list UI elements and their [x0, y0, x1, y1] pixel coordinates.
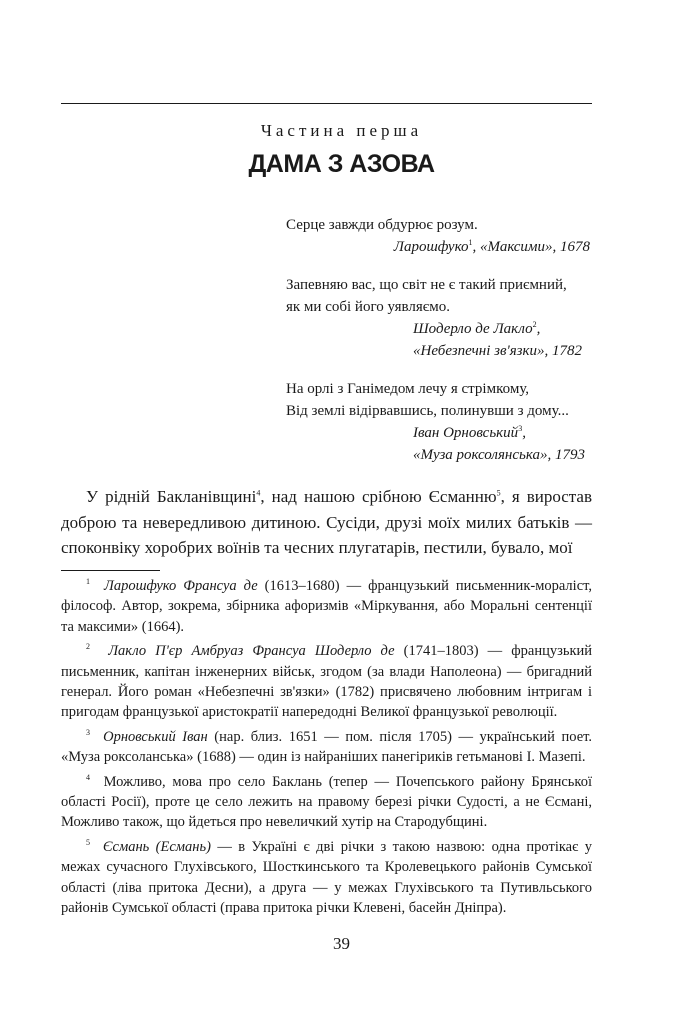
epigraph-author: Шодерло де Лакло — [413, 321, 533, 337]
footnote-ref[interactable]: 1 — [468, 238, 473, 247]
epigraph-line: Від землі відірвавшись, полинувши з дому... — [286, 403, 569, 419]
epigraph-source: «Небезпечні зв'язки», 1782 — [413, 343, 583, 359]
epigraph-source: «Муза роксолянська», 1793 — [413, 447, 585, 463]
page-number: 39 — [333, 934, 350, 953]
epigraph-line: На орлі з Ганімедом лечу я стрімкому, — [286, 381, 530, 397]
footnote-ref[interactable]: 3 — [518, 424, 523, 433]
footnote-2 — [61, 641, 592, 723]
epigraph-3 — [286, 378, 590, 466]
footnote-rule — [61, 570, 160, 571]
text-run: У рідній Бакланівщині — [86, 487, 257, 506]
footnote-number: 1 — [86, 577, 90, 587]
epigraph-line: Серце завжди обдурює розум. — [286, 217, 478, 233]
body-text — [61, 484, 592, 561]
footnote-1 — [61, 576, 592, 637]
epigraph-attribution — [286, 236, 590, 258]
epigraph-source: , «Максими», 1678 — [472, 239, 590, 255]
footnote-text: — в Україні є дві річки з такою назвою: одна протікає у межах сучасного Глухівського, Шосткинського та Кролевецького районів Сумської області (ліва притока Десни), а друга — у межах Глухівського та Путивльського районів Сумської області (права притока річки Клевені, басейн Дніпра). — [61, 838, 592, 917]
footnote-name: Єсмань (Есмань) — [102, 838, 211, 855]
footnote-number: 3 — [86, 728, 90, 738]
chapter-title: ДАМА З АЗОВА — [248, 150, 435, 178]
footnotes — [61, 576, 592, 923]
epigraph-1 — [286, 214, 590, 258]
epigraph-2 — [286, 274, 590, 362]
footnote-text: Можливо, мова про село Баклань (тепер — Почепського району Брянської області Росії), проте це село лежить на правому березі річки Судості, а не Єсмані, Можливо також, що йдеться про невеличкий хутір на Стародубщині. — [61, 773, 593, 831]
footnote-text: (1741–1803) — французький письменник, капітан інженерних військ, згодом (за влади Наполеона) — бригадний генерал. Його роман «Небезпечні зв'язки» (1782) присвячено любовним інтригам і пригодам французької аристократії напередодні Великої французької революції. — [61, 643, 593, 721]
epigraph-attribution: Шодерло де Лакло$^2$, — [413, 320, 541, 337]
text-run: , я виростав доброю та невередливою дитиною. Сусіди, друзі моїх милих батьків — споконвіку хоробрих воїнів та чесних плугатарів, пестили, бувало, мої — [61, 487, 593, 557]
footnote-number: 4 — [86, 772, 90, 782]
footnote-3 — [61, 727, 592, 768]
footnote-ref[interactable]: 4 — [256, 488, 261, 498]
footnote-text: (нар. близ. 1651 — пом. після 1705) — український поет. «Муза роксоланська» (1688) — один із найраніших панегіриків гетьманові І. Мазепі. — [61, 728, 592, 766]
footnote-name: Орновський Іван — [103, 728, 208, 745]
footnote-ref[interactable]: 5 — [496, 488, 501, 498]
epigraph-author: Іван Орновський — [413, 425, 519, 441]
part-heading: Частина перша — [260, 121, 423, 140]
epigraph-attribution: Іван Орновський$^3$, — [413, 424, 526, 441]
top-rule — [61, 103, 592, 104]
paragraph — [61, 484, 592, 561]
text-run: , над нашою срібною Єсманню — [260, 487, 497, 506]
epigraph-author: Ларошфуко — [393, 239, 469, 255]
epigraph-line: як ми собі його уявляємо. — [286, 299, 450, 315]
footnote-number: 2 — [86, 642, 90, 652]
footnote-4 — [61, 772, 592, 833]
footnote-ref[interactable]: 2 — [532, 320, 537, 329]
footnote-text: (1613–1680) — французький письменник-мораліст, філософ. Автор, зокрема, збірника афоризмів «Міркування, або Моральні сентенції та максими» (1664). — [61, 578, 593, 635]
epigraph-line: Запевняю вас, що світ не є такий приємний, — [286, 277, 567, 293]
footnote-name: Ларошфуко Франсуа де — [104, 578, 258, 594]
footnote-name: Лакло П'єр Амбруаз Франсуа Шодерло де — [108, 643, 395, 660]
footnote-number: 5 — [86, 838, 90, 848]
footnote-5 — [61, 837, 592, 919]
